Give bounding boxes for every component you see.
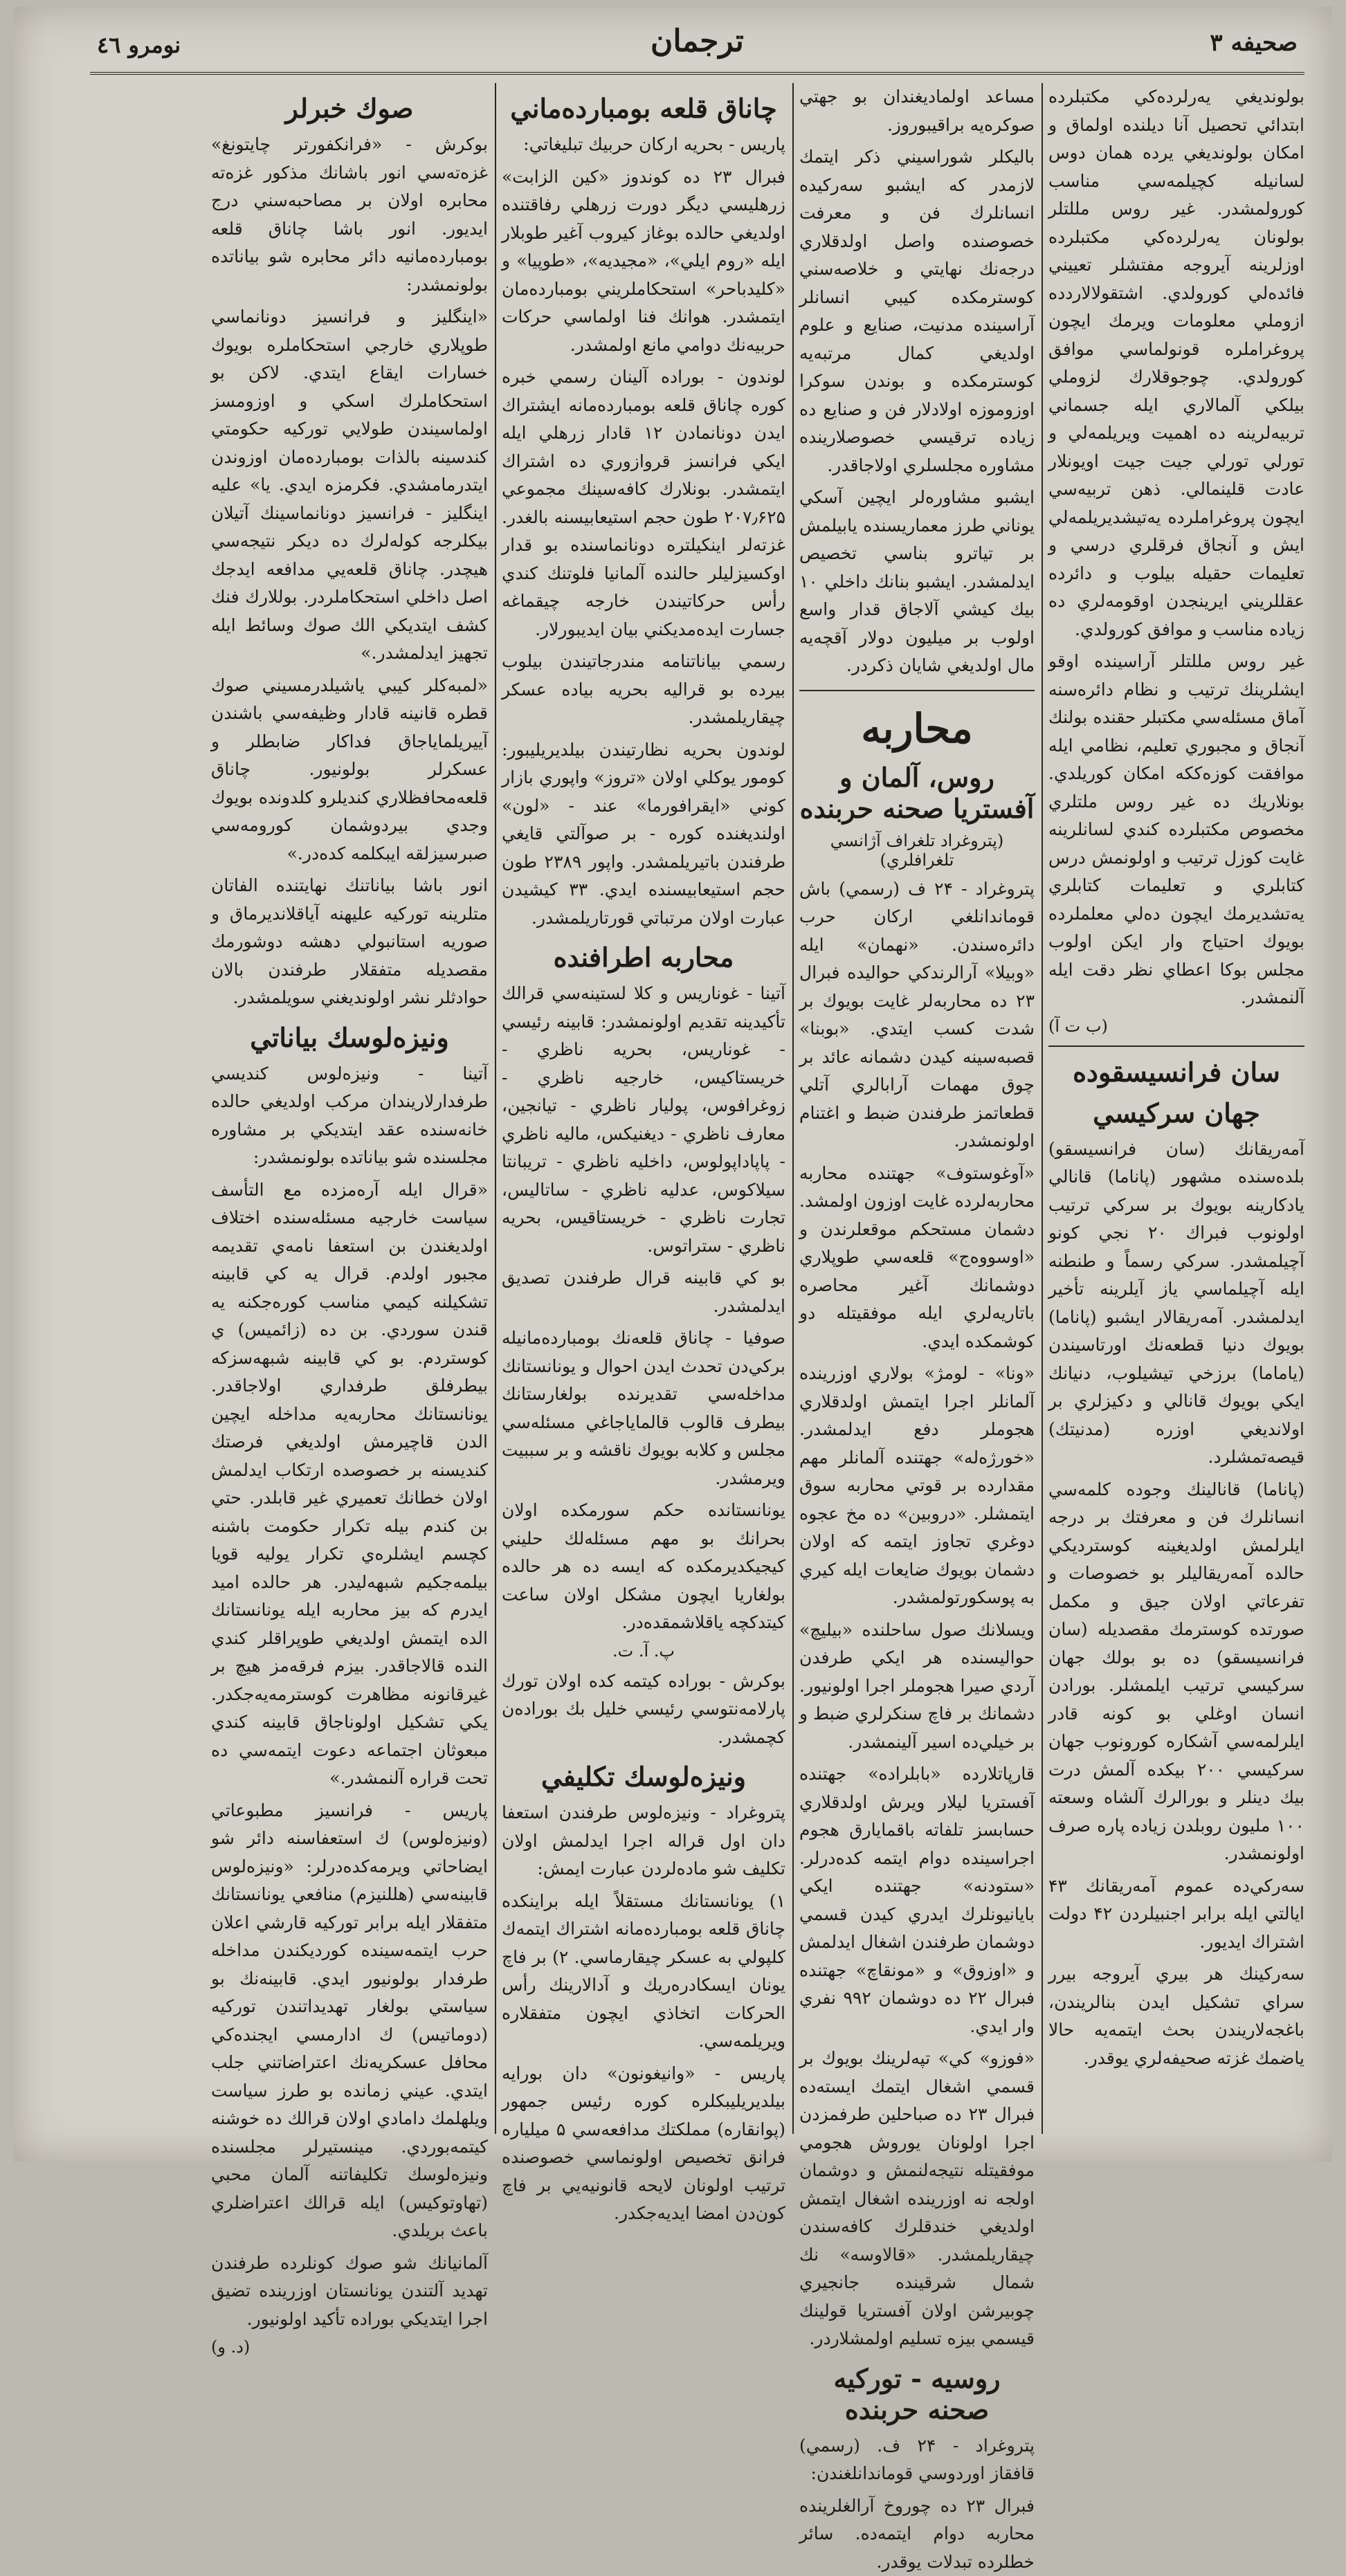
article-signature: پ. آ. ت. — [502, 1641, 785, 1661]
article-subtitle: جهان سركيسي — [1048, 1097, 1304, 1129]
paragraph: رسمي بياناتنامه مندرجاتيندن بيلوب بيرده بو قراليه بحريه بياده عسكر چيقاريلمشدر. — [502, 648, 785, 732]
paragraph: پاريس - بحريه اركان حربيك تبليغاتي: — [502, 131, 785, 159]
paragraph: پتروغراد - ۲۴ ف. (رسمي) قافقاز اوردوسي قوماندانلغندن: — [799, 2432, 1035, 2488]
paragraph: ويسلانك صول ساحلنده «بيليچ» حواليسنده هر ايكي طرفدن آردي صيرا هجوملر اجرا اولونيور. دشمانك بر فاچ سنكرلري ضبط و بر خيلي‌ده اسير آلينمشدر. — [799, 1616, 1035, 1757]
divider — [799, 690, 1035, 691]
article-signature: (ب ت آ) — [1048, 1016, 1304, 1036]
paragraph: «ونا» - لومژ» بولاري اوزرينده آلمانلر اجرا ايتمش اولدقلاري هجوملر دفع ايدلمشدر. «خورژه‌له» جهتنده آلمانلر مهم مقدارده بر قوتي محاربه سوق ايتمشلر. «دروبين» ده مخ عجوه دوغري تجاوز ايتمه كه اولان دشمان بويوك ضايعات ايله كيري به پوسكورتولمشدر. — [799, 1360, 1035, 1612]
column-rule — [495, 83, 496, 2134]
newspaper-name: ترجمان — [90, 24, 1304, 59]
newspaper-page — [14, 7, 1332, 2162]
paragraph: يونانستانده حكم سورمكده اولان بحرانك بو مهم مسئله‌لك حليني كيجيكديرمكده كه ايسه ده هر حالده بولغاريا ايچون مشكل اولان ساعت كيتدكچه ياقلاشمقده‌در. — [502, 1497, 785, 1637]
column-1 — [1048, 83, 1304, 2134]
paragraph: بوكرش - «فرانكفورتر چايتونغ» غزه‌ته‌سي انور باشانك مذكور غزه‌ته محابره اولان بر مصاحبه‌سني درج ايديور. انور باشا چاناق قلعه بومبارده‌مانيه دائر محابره شو بياناتده بولونمشدر: — [211, 131, 488, 299]
paragraph: ۱) يونانستانك مستقلاً ايله براينكده چاناق قلعه بومبارده‌مانه اشتراك ايتمه‌ك كلپولي به عسكر چيقارماسي. ۲) بر فاچ يونان ايسكادره‌ريك و آدالارينك رأس الحركات اتخاذي ايچون متفقلاره ويريلمه‌سي. — [502, 1888, 785, 2056]
article-title: محاربه اطرافنده — [502, 942, 785, 973]
paragraph: لوندون - بوراده آلينان رسمي خبره كوره چاناق قلعه بومبارده‌مانه ايشتراك ايدن دونانمادن ۱۲ قادار زرهلي ايله ايكي فرانسز قروازوري ده اشتراك ايتمشدر. بونلارك كافه‌سينك مجموعي ۲۰۷٫۶۲۵ طون حجم استيعابيسنه بالغدر. غزته‌لر اينكيلتره دونانماسنده بو قدار اوكسيزليلر حالنده آلمانيا فلوتنك كندي رأس حركاتيندن خارجه چيقماغه جسارت ايده‌مديكني بيان ايديبورلار. — [502, 363, 785, 643]
page-number: صحيفه ٣ — [1210, 29, 1298, 57]
divider — [1048, 1045, 1304, 1047]
article-note: (پتروغراد تلغراف آژانسي تلغرافلري) — [799, 831, 1035, 870]
paragraph: (پاناما) قانالينك وجوده كلمه‌سي انسانلرك فن و معرفتك بر درجه ايلرلمش اولديغينه كوسترديكي حالده آمه‌ريقاليلر بو خصوصات و تفرعاتي اولان جيق و مكمل صورتده كوسترمك مقصديله (سان فرانسيسقو) ده بو بولك جهان سركيسي ترتيب ايلمشلر. بورادن انسان اوغلي بو كونه قادر ايلرلمه‌سي آشكاره كورونوب جهان سركيسي ۲۰۰ بيكده آلمش درت بيك دينلر و بورالرك آلشاه وسعته ۱۰۰ مليون روبلدن زياده پاره صرف اولونمشدر. — [1048, 1476, 1304, 1868]
column-4 — [211, 83, 488, 2134]
paragraph: لوندون بحريه نظارتيندن بيلديريليبور: كومور يوكلي اولان «تروز» واپوري بازار كوني «ايقرافورما» عند - «لون» اولنديغنده كوره - بر صوآلتي قايغي طرفندن باتيريلمشدر. واپور ۲۳۸۹ طون حجم استيعابيسنده ايدي. ۳۳ كيشيدن عبارت اولان مرتباتي قورتاريلمشدر. — [502, 736, 785, 933]
article-title: ونيزه‌لوسك بياناتي — [211, 1022, 488, 1053]
paragraph: فبرال ۲۳ ده كوندوز «كين الزابت» زرهليسي ديگر دورت زرهلي رفاقتنده اولديغي حالده بوغاز كيروب آغير طوبلار ايله «روم ايلي»، «مجيديه»، «طوپيا» و «كليدباحر» استحكاملريني بومبارده‌مان ايتمشدر. هوانك فنا اولماسي حركات حربيه‌نك دوامي مانع اولمشدر. — [502, 163, 785, 360]
paragraph: آلمانيانك شو صوك كونلرده طرفندن تهديد آلتندن يونانستان اوزرينده تضيق اجرا ايتديكي بوراده تأكيد اولونيور. — [211, 2249, 488, 2334]
paragraph: پاريس - «وانيغونون» دان بورايه بيلديريليبكلره كوره رئيس جمهور (پوانقاره) مملكتك مدافعه‌سي ۵ ميلياره فرانق تخصيص اولونماسي خصوصنده ترتيب اولونان لايحه قانونيه‌يي بر فاچ كون‌دن امضا ايديه‌جكدر. — [502, 2060, 785, 2228]
paragraph: بو كي قابينه قرال طرفندن تصديق ايدلمشدر. — [502, 1264, 785, 1320]
article-signature: (د. و) — [211, 2337, 488, 2357]
article-title: صوك خبرلر — [211, 93, 488, 124]
paragraph: غير روس مللتلر آراسينده اوقو ايشلرينك ترتيب و نظام دائره‌سنه آماق مسئله‌سي مكتبلر حقنده بولنك آنجاق و مجبوري تعليم، نظامي ايله موافقت كوزه‌ككه امكان كوريلدي. بونلاريك ده غير روس ملتلري مخصوص مكتبلرده كندي لسانلرينه غايت كوزل ترتيب و اولونمش درس كتابلري و تعليمات كتابلري يه‌تشديرمك ايچون ده‌لي معلملرده بويوك احتياج وار ايكن اولوب مجلس بوكا اعطاي نظر دقت ايله آلنمشدر. — [1048, 648, 1304, 1012]
article-title: سان فرانسيسقوده — [1048, 1057, 1304, 1088]
paragraph: «لمبه‌كلر كيبي ياشيلدرمسيني صوك قطره قانينه قادار وظيفه‌سي باشندن آييريلماياجاق فداكار ضابطلر و عسكرلر بولونيور. چاناق قلعه‌محافظلاري كنديلرو كلدونده بويوك وجدي بيردوشمان كورومه‌سي صبرسيزلقه ايبكلمه كده‌در.» — [211, 672, 488, 868]
paragraph: باليكلر شوراسيني ذكر ايتمك لازمدر كه ايشبو سه‌ركيده انسانلرك فن و معرفت خصوصنده واصل اولدقلاري درجه‌نك نهايتي و خلاصه‌سني كوسترمكده كيبي انسانلر آراسينده مدنيت، صنايع و علوم اولديغي كمال مرتبه‌يه كوسترمكده و بوندن سوكرا اوزوموزه اولادلار فن و صنايع ده زياده ترقيسي خصوصلارينده مشاوره مجلسلري اولاجاقدر. — [799, 143, 1035, 479]
paragraph: بوكرش - بوراده كيتمه كده اولان تورك پارلامه‌نتوسي رئيسي خليل بك بوراده‌ن كچمشدر. — [502, 1668, 785, 1752]
article-title: روس، آلمان و آفستريا صحنه حربنده — [799, 762, 1035, 824]
column-3 — [502, 83, 785, 2134]
paragraph: صوفيا - چاناق قلعه‌نك بومبارده‌مانيله بركي‌دن تحدث ايدن احوال و يونانستانك مداخله‌سي تقديرنده بولغارستانك بيطرف قالوب قالماياجاغي مسئله‌سي مجلس و كلابه بويوك ناقشه و بر سببيت ويرمشدر. — [502, 1324, 785, 1492]
paragraph: «اينگليز و فرانسيز دونانماسي طوپلاري خارجي استحكاملره بويوك خسارات ايقاع ايتدي. لاكن بو استحكاملرك اسكي و اوزومسز اولماسيندن طولايي توركيه حكومتي كندسينه بالذات بومبارده‌مان اوزوندن ايتدرمامشدي. فكرمزه ايدي. يا» عليه اينگليز - فرانسيز دونانماسينك آتيلان بيكلرجه كوله‌لرك ده ديكر نتيجه‌سي هيچدر. چاناق قلعه‌يي مدافعه ايدجك اصل داخلي استحكاملردر. بوللارك فنك كشف ايتديكي الك صوك وسائط ايله تجهيز ايدلمشدر.» — [211, 303, 488, 668]
paragraph: «آوغوستوف» جهتنده محاربه محاربه‌لرده غايت اوزون اولمشد. دشمان مستحكم موقعلرندن و «اوسووه‌ج» قلعه‌سي طوپلاري دوشمانك آغير محاصره باتاريه‌لري ايله موفقيتله دو كوشمكده ايدي. — [799, 1160, 1035, 1356]
paragraph: انور باشا بياناتنك نهايتنده الفاتان متلرينه توركيه عليهنه آياقلانديرماق و صوريه استانبولي دهشه دوشورمك مقصديله متفقلار طرفندن بالان حوادثلر نشر اولونديغني سويلمشدر. — [211, 872, 488, 1012]
paragraph: بولونديغي يه‌رلرده‌كي مكتبلرده ابتدائي تحصيل آنا ديلنده اولماق و امكان بولونديغي يرده همان دوس لسانيله كچيلمه‌سي مناسب كورولمشدر. غير روس مللتلر بولونان يه‌رلرده‌كي مكتبلرده اوزلرينه آيروجه مفتشلر تعييني فائده‌لي كورولدي. اشتقولالاردده ازوملي معلومات ويرمك ايچون پروغراملره قونولماسي موافق كورولدي. چوجوقلارك لزوملي بيلكي آلمالاري ايله جسماني تربيه‌لرينه ده اهميت ويريلمه‌لي و تورلي تورلي جيت جيت اويونلار عادت قلينمالي. ذهن تربيه‌سي ايچون پروغراملرده يه‌تيشديريلمه‌لي ايش و آنجاق فرقلري درسي و تعليمات حقيله بيلوب و دائرده عقللريني ايرينجدن اوقومه‌لري ده زياده مناسب و موافق كورولدي. — [1048, 83, 1304, 643]
paragraph: پتروغراد - ونيزه‌لوس طرفندن استعفا دان اول قراله اجرا ايدلمش اولان تكليف شو ماده‌لردن عبارت ايمش: — [502, 1799, 785, 1883]
issue-number: نومرو ٤٦ — [97, 32, 181, 58]
column-rule — [1042, 83, 1043, 2134]
column-rule — [792, 83, 794, 2134]
paragraph: «فوزو» كي» تپه‌لرينك بويوك بر قسمي اشغال ايتمك ايسته‌ده فبرال ۲۳ ده صباحلين طرفمزدن اجرا اولونان يوروش هجومي موفقيتله نتيجه‌لنمش و دوشمان اولجه نه اوزرينده اشغال ايتمش اولديغي خندقلرك كافه‌سندن چيقاريلمشدر. «قالاوسه» نك شمال شرقينده جانجيري چوبيرشن اولان آفستريا قولينك قيسمي بيزه تسليم اولمشلاردر. — [799, 2045, 1035, 2353]
section-title-war: محاربه — [799, 705, 1035, 752]
paragraph: مساعد اولماديغندان بو جهتي صوكره‌يه براقيبوروز. — [799, 83, 1035, 139]
article-title: روسيه - توركيه صحنه حربنده — [799, 2363, 1035, 2425]
paragraph: فبرال ۲۳ ده چوروخ آرالغلرينده محار‌به دوام ايتمه‌ده. سائر خطلرده تبدلات يوقدر. — [799, 2492, 1035, 2576]
paragraph: پاريس - فرانسيز مطبوعاتي (ونيزه‌لوس) ك استعفاسنه دائر شو ايضاحاتي ويرمه‌كده‌درلر: «ونيزه‌لوس قابينه‌سي (هللنيزم) منافعي يونانستانك متفقلار ايله برابر توركيه قارشي اعلان حرب ايتمه‌سينده كورديكندن مداخله طرفدار بولونيور ايدي. قابينه‌نك بو سياستي بولغار تهديداتندن توركيه (دوماتيس) ك ادارمسي ايجنده‌كي محافل عسكريه‌نك اعتراضاتني جلب ايتدي. عيني زمانده بو طرز سياست ويلهلمك دامادي اولان قرالك ده خوشنه كيتمه‌بوردي. مينستيرلر مجلسنده ونيزه‌لوسك تكليفاتنه آلمان محبي (تهاوتوكيس) ايله قرالك اعتراضلري باعث بريلدي. — [211, 1797, 488, 2245]
paragraph: آتينا - ونيزه‌لوس كنديسي طرفدارلاريندان مرکب اولديغي حالده خانه‌سنده عقد ايتديكي بر مشاوره مجلسنده شو بياناتده بولونمشدر: — [211, 1060, 488, 1172]
article-title: چاناق قلعه بومبارده‌ماني — [502, 93, 785, 124]
paragraph: سه‌ركي‌ده عموم آمه‌ريقانك ۴۳ ايالتي ايله برابر اجنبيلردن ۴۲ دولت اشتراك ايديور. — [1048, 1872, 1304, 1957]
paragraph: سه‌ركينك هر بيري آيروجه بيرر سراي تشكيل ايدن بنالريندن، باغجه‌لاريندن بحث ايتمه‌يه حالا ياضمك غزته صحيفه‌لري يوقدر. — [1048, 1960, 1304, 2072]
paragraph: «قرال ايله آره‌مزده مع التأسف سياست خارجيه مسئله‌سنده اختلاف اولديغندن بن استعفا نامه‌ي تقديمه مجبور اولدم. قرال يه كي قابينه تشكيلنه كيمي مناسب كوره‌جكنه يه قندن سوردي. بن ده (زائميس) ي كوستردم. بو كي قابينه شبهه‌سزكه بيطرفلق طرفداري اولاجاقدر. يونانستانك محاربه‌يه مداخله ايچين الدن قاچيرمش اولديغي فرصتك كنديسنه بر خصوصده ارتكاب ايدلمش اولان خطانك تعميري غير قابلدر. حتي بن كندم بيله تكرار حكومت باشنه كچسم ايشلره‌ي تكرار يوليه قويا بيلمه‌جكيم شبهه‌ليدر. هر حالده اميد ايدرم كه بيز محاربه ايله يونانستانك الده ايتمش اولديغي طوپراقلر كندي النده قالاجاقدر. بيزم فرقه‌مز هيچ بر غيرقانونه مظاهرت كوسترمه‌يه‌جكدر. يكي تشكيل اولوناجاق قابينه كندي مبعوثان اجتماعه دعوت ايتمه‌سي ده تحت قراره آلنمشدر.» — [211, 1176, 488, 1793]
paragraph: پتروغراد - ۲۴ ف (رسمي) باش قوماندانلغي اركان حرب دائره‌سندن. «نهمان» ايله «وبيلا» آرالرندكي حواليده فبرال ۲۳ ده محاربه‌لر غايت بويوك بر شدت كسب ايتدي. «بوبنا» قصبه‌سينه كيدن دشمانه عائد بر چوق مهمات آرابالري آتلي قطعاتمز طرفندن ضبط و اغتنام اولونمشدر. — [799, 875, 1035, 1155]
article-title: ونيزه‌لوسك تكليفي — [502, 1761, 785, 1792]
paragraph: آتينا - غوناريس و كلا لستينه‌سي قرالك تأكيدينه تقديم اولونمشدر: قابينه رئيسي - غوناريس، بحريه ناظري - خريستاكيس، خارجيه ناظري - زوغرافوس، پوليار ناظري - تيانجين، معارف ناظري - ديغنيكس، ماليه ناظري - پاپاداپولوس، داخليه ناظري - تريبانتا سيلاكوس، عدليه ناظري - ساتاليس، تجارت ناظري - خريستاقيس، بحريه ناظري - ستراتوس. — [502, 980, 785, 1260]
page-header — [90, 17, 1304, 75]
paragraph: ايشبو مشاوره‌لر ايچين آسكي يوناني طرز معماريسنده يابيلمش بر تياترو بناسي تخصيص ايدلمشدر. ايشبو بنانك داخلي ۱۰ بيك كيشي آلاجاق قدار واسع اولوب بر ميليون دولار آقچه‌يه مال اولديغي شايان ذكردر. — [799, 484, 1035, 680]
paragraph: قارپاتلارده «بابلراده» جهتنده آفستريا ليلار ويرش اولدقلاري حسابسز تلفاته باقمايارق هجوم اجراسينده دوام ايتمه كده‌درلر. «ستودنه» جهتنده ايكي بايانيونلرك ايدري كيدن قسمي دوشمان طرفندن اشغال ايدلمش و «اوزوق» و «مونقاچ» جهتنده فبرال ۲۲ ده دوشمان ۹۹۲ نفري وار ايدي. — [799, 1760, 1035, 2040]
paragraph: آمه‌ريقانك (سان فرانسيسقو) بلده‌سنده مشهور (پاناما) قانالي يادكارينه بويوك بر سركي ترتيب اولونوب فبراك ٢٠ نجي كونو آچيلمشدر. سركي رسماً و طنطنه ايله آچيلماسي ياز آيلرينه تأخير ايدلمشدر. آمه‌ريقالار ايشبو (پاناما) بويوك دنيا قطعه‌نك اورتاسيندن (ياماما) برزخي تيشيلوب، دنيانك ايكي بويوك قانالي و دكيزلري بر اولانديغي اوزره (مدنيتك) قيصه‌تمشلرد. — [1048, 1135, 1304, 1472]
column-2 — [799, 83, 1035, 2134]
